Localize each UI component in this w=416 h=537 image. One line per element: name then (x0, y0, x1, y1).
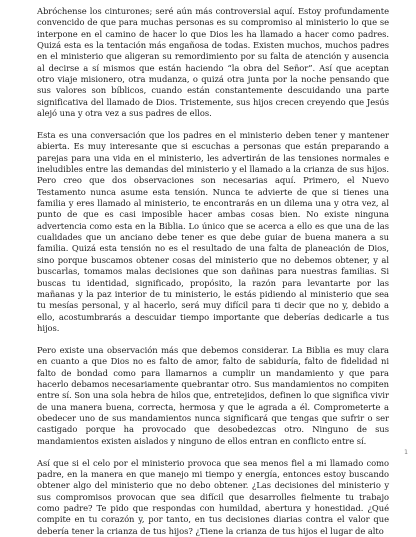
paragraph-1: Abróchense los cinturones; seré aún más controversial aquí. Estoy profundamente convencido de que para muchas personas es su compromiso al ministerio lo que se interpone en el camino de hacer lo que Dios les ha llamado a hacer como padres. Quizá esta es la tentación más engañosa de todas. Existen muchos, muchos padres en el ministerio que aligeran su remordimiento por su falta de atención y ausencia al decirse a sí mismos que están haciendo “la obra del Señor”. Así que aceptan otro viaje misionero, otra mudanza, o quizá otra junta por la noche pensando que sus valores son bíblicos, cuando están constantemente descuidando una parte significativa del llamado de Dios. Tristemente, sus hijos crecen creyendo que Jesús alejó una y otra vez a sus padres de ellos. (37, 6, 389, 119)
paragraph-4: Así que si el celo por el ministerio provoca que sea menos fiel a mi llamado como padre, en la manera en que manejo mi tiempo y energía, entonces estoy buscando obtener algo del ministerio que no debo obtener. ¿Las decisiones del ministerio y sus compromisos provocan que sea difícil que desarrolles fielmente tu trabajo como padre? Te pido que respondas con humildad, abertura y honestidad. ¿Qué compite en tu corazón y, por tanto, en tus decisiones diarias contra el valor que debería tener la crianza de tus hijos? ¿Tiene la crianza de tus hijos el lugar de alto (37, 457, 389, 536)
paragraph-3: Pero existe una observación más que debemos considerar. La Biblia es muy clara en cuanto a que Dios no es falto de amor, falto de sabiduría, falto de fidelidad ni falto de bondad como para llamarnos a cumplir un mandamiento y que para hacerlo debamos necesariamente quebrantar otro. Sus mandamientos no compiten entre sí. Son una sola hebra de hilos que, entretejidos, definen lo que significa vivir de una manera buena, correcta, hermosa y que le agrada a él. Comprometerte a obedecer uno de sus mandamientos nunca significará que tengas que sufrir o ser castigado porque ha provocado que desobedezcas otro. Ninguno de sus mandamientos existen aislados y ninguno de ellos entran en conflicto entre sí. (37, 344, 389, 446)
paragraph-2: Esta es una conversación que los padres en el ministerio deben tener y mantener abierta. Es muy interesante que si escuchas a personas que están preparando a parejas para una vida en el ministerio, les advertirán de las tensiones normales e ineludibles entre las demandas del ministerio y el llamado a la crianza de sus hijos. Pero creo que dos observaciones son necesarias aquí. Primero, el Nuevo Testamento nunca asume esta tensión. Nunca te advierte de que si tienes una familia y eres llamado al ministerio, te encontrarás en un dilema una y otra vez, al punto de que es casi imposible hacer ambas cosas bien. No existe ninguna advertencia como esta en la Biblia. Lo único que se acerca a ello es que una de las cualidades que un anciano debe tener es que debe guiar de buena manera a su familia. Quizá esta tensión no es el resultado de una falta de planeación de Dios, sino porque buscamos obtener cosas del ministerio que no debemos obtener, y al buscarlas, tomamos malas decisiones que son dañinas para nuestras familias. Si buscas tu identidad, significado, propósito, la razón para levantarte por las mañanas y la paz interior de tu ministerio, le estás pidiendo al ministerio que sea tu mesías personal, y al hacerlo, será muy difícil para ti decir que no y, debido a ello, acostumbrarás a descuidar tiempo importante que deberías dedicarle a tus hijos. (37, 130, 389, 333)
page-number: 1 (404, 449, 408, 456)
body-text (37, 6, 389, 537)
